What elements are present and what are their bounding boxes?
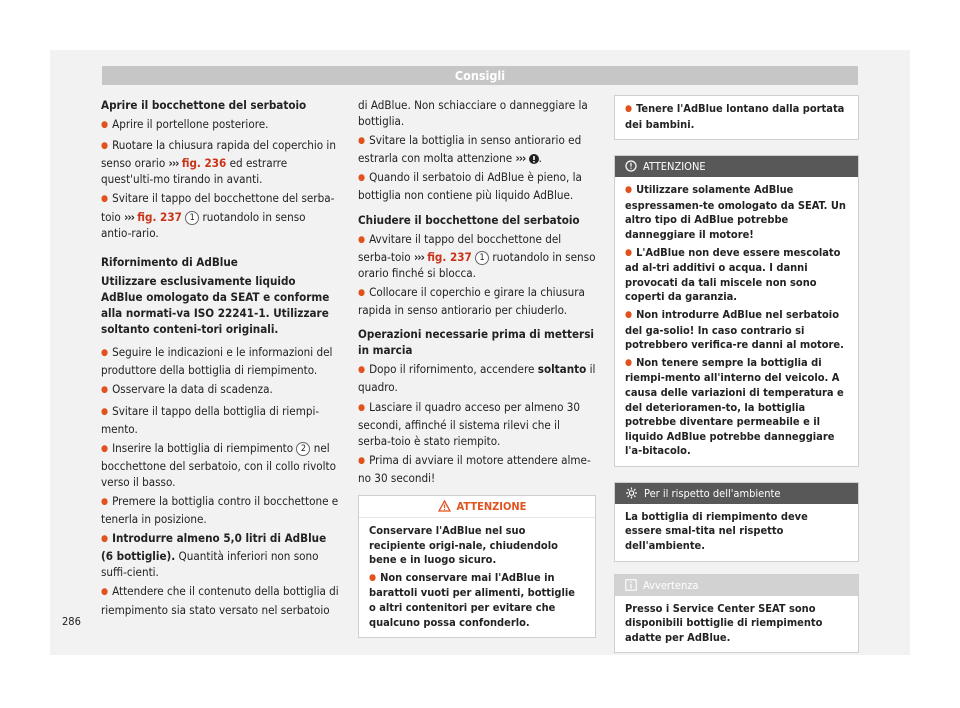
text: il quadro. xyxy=(358,362,596,395)
environment-box xyxy=(614,482,859,562)
column-3 xyxy=(614,97,859,653)
column-1 xyxy=(101,97,339,621)
list-item xyxy=(358,231,596,281)
warning-body xyxy=(615,177,858,466)
environment-body: La bottiglia di riempimento deve essere smal-tita nel rispetto dell'ambiente. xyxy=(625,509,808,553)
warning-ref-icon xyxy=(529,154,539,164)
text: Inserire la bottiglia di riempimento xyxy=(112,440,297,455)
note-body: Presso i Service Center SEAT sono disponibili bottiglie di riempimento adatte per AdBlue. xyxy=(625,601,823,644)
list-item: ● Svitare il tappo della bottiglia di riempi-mento. xyxy=(101,403,339,437)
warning-title: ATTENZIONE xyxy=(643,160,706,174)
environment-title: Per il rispetto dell'ambiente xyxy=(644,486,781,500)
bold-text: soltanto xyxy=(537,362,587,377)
warning-body xyxy=(615,96,858,139)
warning-box xyxy=(614,155,859,467)
warning-box-header xyxy=(615,156,858,177)
list-item: ● Premere la bottiglia contro il bocchettone e tenerla in posizione. xyxy=(101,493,339,527)
list-item xyxy=(358,361,596,395)
paragraph: Conservare l'AdBlue nel suo recipiente origi-nale, chiudendolo bene e in luogo sicuro. xyxy=(369,523,558,567)
warning-body xyxy=(359,518,595,637)
section-heading: Chiudere il bocchettone del serbatoio xyxy=(358,212,580,227)
list-item: ● Lasciare il quadro acceso per almeno 30 secondi, affinché il sistema rilevi che il serba-toio è stato riempito. xyxy=(358,399,596,449)
list-item: ● Aprire il portellone posteriore. xyxy=(101,116,339,134)
list-item: ● Attendere che il contenuto della bottiglia di riempimento sia stato versato nel serbatoio xyxy=(101,583,339,617)
bold-text: Introdurre almeno 5,0 litri di AdBlue (6 bottiglie). xyxy=(101,531,327,564)
text: Ruotare la chiusura rapida del coperchio in senso orario xyxy=(101,138,336,171)
column-2 xyxy=(358,97,596,638)
warning-box-header xyxy=(359,496,595,518)
list-item: ● Osservare la data di scadenza. xyxy=(101,381,339,399)
callout-number: 2 xyxy=(296,442,310,456)
paragraph: di AdBlue. Non schiacciare o danneggiare la bottiglia. xyxy=(358,98,588,129)
note-title: Avvertenza xyxy=(643,578,699,592)
list-item: ● Svitare la bottiglia in senso antiorario ed estrarla con molta attenzione ››› . xyxy=(358,132,596,166)
list-item: ● Tenere l'AdBlue lontano dalla portata dei bambini. xyxy=(625,102,848,132)
warning-triangle-icon xyxy=(438,500,451,512)
arrow-icon: ››› xyxy=(413,249,424,264)
list-item: ● Prima di avviare il motore attendere alme-no 30 secondi! xyxy=(358,452,596,486)
list-item: ● Seguire le indicazioni e le informazioni del produttore della bottiglia di riempimento. xyxy=(101,344,339,378)
figure-link[interactable]: fig. 237 xyxy=(427,249,472,264)
text: ed estrarre quest'ulti-mo tirando in avanti. xyxy=(101,156,288,187)
text: Quantità inferiori non sono suffi-cienti. xyxy=(101,549,319,580)
arrow-icon: ››› xyxy=(515,151,526,166)
note-box xyxy=(614,574,859,654)
callout-number: 1 xyxy=(475,251,489,265)
callout-number: 1 xyxy=(185,211,199,225)
text: nel bocchettone del serbatoio, con il collo rivolto verso il basso. xyxy=(101,440,337,489)
list-item: ● Utilizzare solamente AdBlue espressamen-te omologato da SEAT. Un altro tipo di AdBlue potrebbe danneggiare il motore! xyxy=(625,183,848,242)
list-item xyxy=(101,530,339,580)
figure-link[interactable]: fig. 236 xyxy=(181,156,227,171)
bold-note: Utilizzare esclusivamente liquido AdBlue omologato da SEAT e conforme alla normati-va ISO 22241-1. Utilizzare soltanto conteni-tori originali. xyxy=(101,273,330,337)
arrow-icon: ››› xyxy=(124,209,134,224)
list-item xyxy=(101,137,339,187)
list-item: ● Collocare il coperchio e girare la chiusura rapida in senso antiorario per chiuderlo. xyxy=(358,284,596,318)
environment-box-header xyxy=(615,483,858,504)
page-header: Consigli xyxy=(102,66,858,85)
note-box-header xyxy=(615,575,858,596)
arrow-icon: ››› xyxy=(168,156,179,171)
text: ruotandolo in senso antio-rario. xyxy=(101,209,306,240)
figure-link[interactable]: fig. 237 xyxy=(137,209,182,224)
text: Dopo il rifornimento, accendere xyxy=(369,362,538,377)
warning-title: ATTENZIONE xyxy=(456,499,527,513)
info-circle-icon xyxy=(625,160,637,172)
list-item: ● L'AdBlue non deve essere mescolato ad al-tri additivi o acqua. I danni provocati da tali miscele non sono coperti da garanzia. xyxy=(625,246,848,305)
section-heading: Operazioni necessarie prima di mettersi in marcia xyxy=(358,327,594,358)
text: Avvitare il tappo del bocchettone del serba-toio xyxy=(358,231,562,264)
list-item: ● Non introdurre AdBlue nel serbatoio del ga-solio! In caso contrario si potrebbero verifica-re danni al motore. xyxy=(625,308,848,353)
leaf-icon xyxy=(625,487,638,499)
text: Svitare il tappo del bocchettone del serba-toio xyxy=(101,191,335,224)
list-item: ● Quando il serbatoio di AdBlue è pieno, la bottiglia non contiene più liquido AdBlue. xyxy=(358,169,596,203)
warning-box xyxy=(358,495,596,638)
continued-warning-box xyxy=(614,95,859,140)
list-item: ● Non tenere sempre la bottiglia di riempi-mento all'interno del veicolo. A causa delle variazioni di temperatura e del deterioramen-to, la bottiglia potrebbe diventare permeabile e il liquido AdBlue potrebbe danneggiare l'a-bitacolo. xyxy=(625,356,848,459)
text: Svitare la bottiglia in senso antiorario ed estrarla con molta attenzione xyxy=(358,133,582,166)
note-info-icon xyxy=(625,579,637,591)
list-item xyxy=(101,440,339,490)
section-heading: Aprire il bocchettone del serbatoio xyxy=(101,98,307,112)
text: ruotandolo in senso orario finché si blocca. xyxy=(358,249,596,280)
page-number: 286 xyxy=(62,615,81,628)
list-item: ● Non conservare mai l'AdBlue in barattoli vuoti per alimenti, bottiglie o altri contenitori per evitare che qualcuno possa confonderlo. xyxy=(369,571,585,630)
section-heading: Rifornimento di AdBlue xyxy=(101,254,238,269)
list-item xyxy=(101,190,339,240)
